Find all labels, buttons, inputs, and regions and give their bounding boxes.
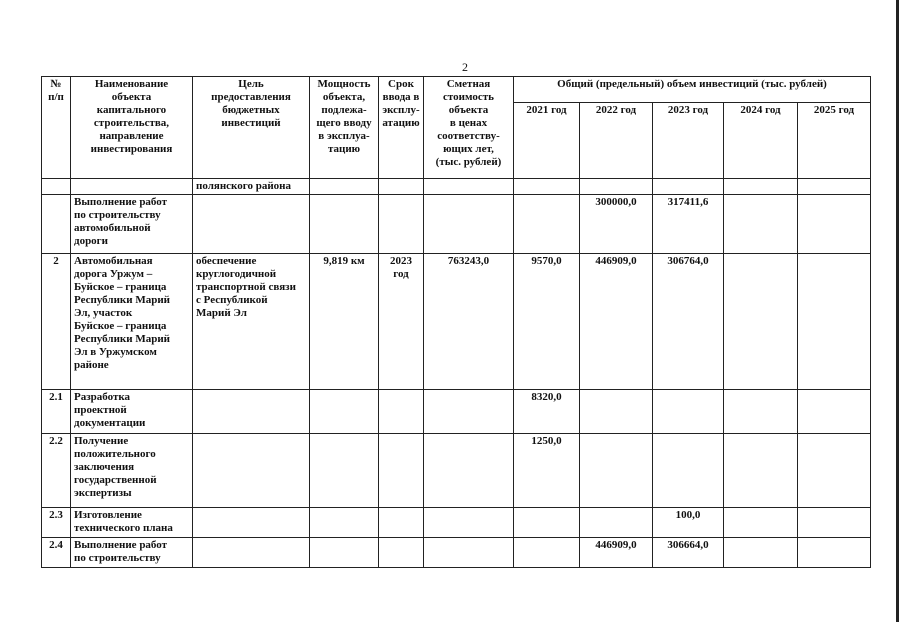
cell-term xyxy=(379,434,424,508)
cell-y2021 xyxy=(514,508,580,538)
header-capacity xyxy=(310,77,379,179)
cell-y2024 xyxy=(724,179,798,195)
investment-table xyxy=(41,76,871,568)
cell-y2025 xyxy=(798,195,871,254)
cell-y2024 xyxy=(724,195,798,254)
cell-y2025 xyxy=(798,434,871,508)
cell-goal xyxy=(193,434,310,508)
cell-y2022 xyxy=(580,434,653,508)
cell-name: Изготовление технического плана xyxy=(71,508,193,538)
header-term-text: Срок ввода в эксплу- атацию xyxy=(382,78,420,129)
header-year-2024: 2024 год xyxy=(724,103,798,179)
cell-cost xyxy=(424,434,514,508)
cell-term xyxy=(379,179,424,195)
table-row xyxy=(42,434,871,508)
table-row xyxy=(42,254,871,390)
cell-cost: 763243,0 xyxy=(424,254,514,390)
cell-y2023 xyxy=(653,179,724,195)
cell-name xyxy=(71,179,193,195)
cell-y2024 xyxy=(724,538,798,568)
cell-num xyxy=(42,179,71,195)
cell-goal xyxy=(193,508,310,538)
header-year-2022: 2022 год xyxy=(580,103,653,179)
table-row xyxy=(42,538,871,568)
cell-y2023: 317411,6 xyxy=(653,195,724,254)
cell-goal xyxy=(193,195,310,254)
cell-term xyxy=(379,390,424,434)
table-row xyxy=(42,179,871,195)
header-invest-group xyxy=(514,77,871,103)
table-row xyxy=(42,390,871,434)
cell-capacity xyxy=(310,195,379,254)
cell-y2024 xyxy=(724,390,798,434)
cell-capacity xyxy=(310,508,379,538)
cell-y2021: 9570,0 xyxy=(514,254,580,390)
cell-cost xyxy=(424,538,514,568)
header-cost-text: Сметная стоимость объекта в ценах соответству- ющих лет, (тыс. рублей) xyxy=(435,78,502,168)
cell-capacity xyxy=(310,390,379,434)
cell-capacity xyxy=(310,434,379,508)
table-row xyxy=(42,508,871,538)
cell-y2022: 300000,0 xyxy=(580,195,653,254)
header-year-2023: 2023 год xyxy=(653,103,724,179)
cell-name: Разработка проектной документации xyxy=(71,390,193,434)
table-row xyxy=(42,195,871,254)
cell-name: Выполнение работ по строительству xyxy=(71,538,193,568)
cell-y2021 xyxy=(514,538,580,568)
header-term xyxy=(379,77,424,179)
page-edge-line xyxy=(896,0,899,622)
cell-cost xyxy=(424,195,514,254)
cell-y2022: 446909,0 xyxy=(580,254,653,390)
cell-y2023 xyxy=(653,434,724,508)
cell-cost xyxy=(424,179,514,195)
header-year-2021: 2021 год xyxy=(514,103,580,179)
cell-y2025 xyxy=(798,254,871,390)
cell-cost xyxy=(424,508,514,538)
cell-y2021: 1250,0 xyxy=(514,434,580,508)
cell-num: 2.4 xyxy=(42,538,71,568)
cell-num: 2.1 xyxy=(42,390,71,434)
cell-num: 2 xyxy=(42,254,71,390)
cell-num: 2.3 xyxy=(42,508,71,538)
cell-y2025 xyxy=(798,538,871,568)
cell-name: Получение положительного заключения государственной экспертизы xyxy=(71,434,193,508)
cell-y2024 xyxy=(724,434,798,508)
header-goal xyxy=(193,77,310,179)
cell-y2022 xyxy=(580,390,653,434)
cell-goal: полянского района xyxy=(193,179,310,195)
cell-name: Выполнение работ по строительству автомобильной дороги xyxy=(71,195,193,254)
header-cost xyxy=(424,77,514,179)
cell-y2021: 8320,0 xyxy=(514,390,580,434)
header-invest-group-text: Общий (предельный) объем инвестиций (тыс. рублей) xyxy=(557,78,827,90)
cell-y2021 xyxy=(514,195,580,254)
cell-y2024 xyxy=(724,508,798,538)
cell-term xyxy=(379,538,424,568)
cell-goal xyxy=(193,538,310,568)
cell-y2025 xyxy=(798,508,871,538)
cell-y2023: 100,0 xyxy=(653,508,724,538)
cell-capacity xyxy=(310,179,379,195)
cell-y2025 xyxy=(798,179,871,195)
cell-y2022 xyxy=(580,179,653,195)
table-body xyxy=(42,179,871,568)
header-goal-text: Цель предоставления бюджетных инвестиций xyxy=(211,78,291,129)
cell-name: Автомобильная дорога Уржум – Буйское – граница Республики Марий Эл, участок Буйское – граница Республики Марий Эл в Уржумском районе xyxy=(71,254,193,390)
cell-capacity: 9,819 км xyxy=(310,254,379,390)
header-name xyxy=(71,77,193,179)
page-number: 2 xyxy=(462,60,468,74)
cell-y2023: 306764,0 xyxy=(653,254,724,390)
header-num xyxy=(42,77,71,179)
header-name-text: Наименование объекта капитального строительства, направление инвестирования xyxy=(90,78,173,155)
cell-y2024 xyxy=(724,254,798,390)
cell-num xyxy=(42,195,71,254)
cell-y2022: 446909,0 xyxy=(580,538,653,568)
cell-y2021 xyxy=(514,179,580,195)
cell-y2023 xyxy=(653,390,724,434)
cell-cost xyxy=(424,390,514,434)
cell-term xyxy=(379,508,424,538)
cell-y2023: 306664,0 xyxy=(653,538,724,568)
cell-goal: обеспечение круглогодичной транспортной связи с Республикой Марий Эл xyxy=(193,254,310,390)
cell-term xyxy=(379,195,424,254)
cell-num: 2.2 xyxy=(42,434,71,508)
header-year-2025: 2025 год xyxy=(798,103,871,179)
header-num-text: № п/п xyxy=(48,78,64,103)
cell-term: 2023 год xyxy=(379,254,424,390)
cell-y2022 xyxy=(580,508,653,538)
cell-capacity xyxy=(310,538,379,568)
header-capacity-text: Мощность объекта, подлежа- щего вводу в эксплуа- тацию xyxy=(316,78,372,155)
cell-goal xyxy=(193,390,310,434)
cell-y2025 xyxy=(798,390,871,434)
